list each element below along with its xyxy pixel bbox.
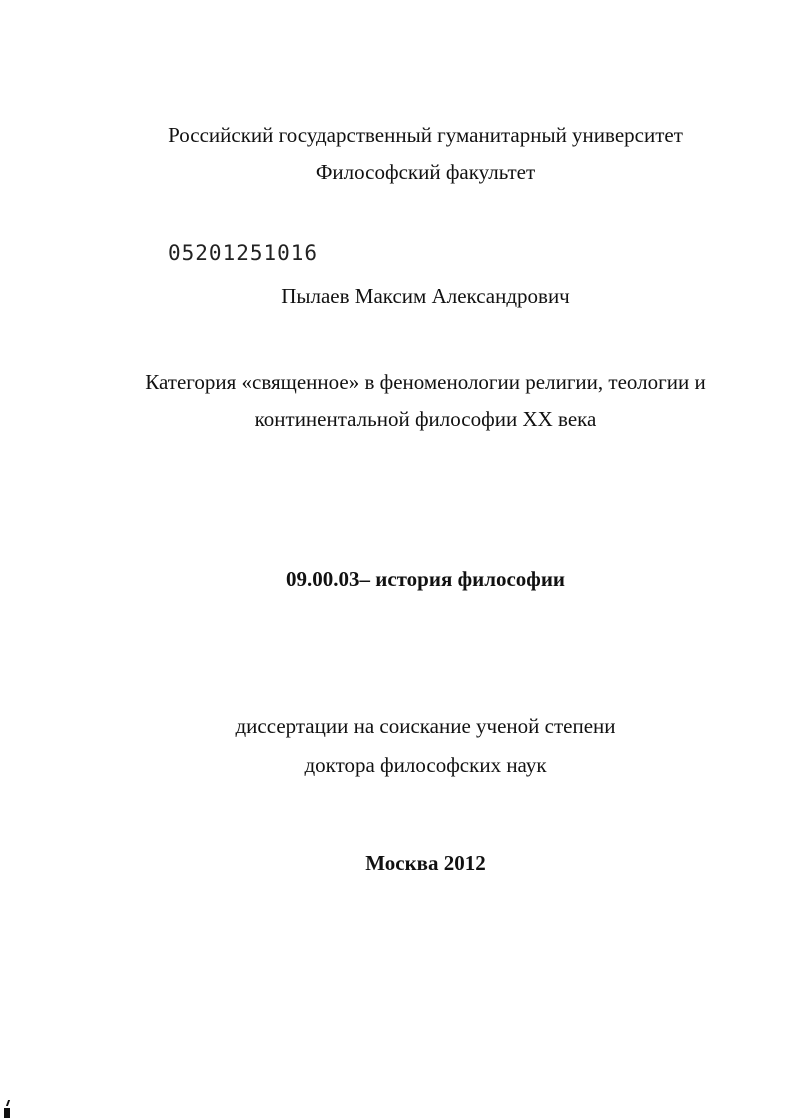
archive-stamp-number: 05201251016 — [168, 241, 319, 265]
dissertation-title-line-1: Категория «священное» в феноменологии религии, теологии и — [145, 370, 706, 394]
university-name: Российский государственный гуманитарный университет — [168, 123, 683, 147]
faculty-name: Философский факультет — [315, 160, 536, 184]
scan-edge-block — [4, 1108, 10, 1118]
author-name: Пылаев Максим Александрович — [281, 284, 570, 308]
degree-line-2: доктора философских наук — [304, 753, 547, 777]
scan-edge-mark — [6, 1100, 10, 1106]
degree-line-1: диссертации на соискание ученой степени — [235, 714, 616, 738]
dissertation-title-line-2: континентальной философии XX века — [254, 407, 597, 431]
specialty-code: 09.00.03– история философии — [285, 567, 566, 591]
city-year: Москва 2012 — [365, 851, 486, 875]
